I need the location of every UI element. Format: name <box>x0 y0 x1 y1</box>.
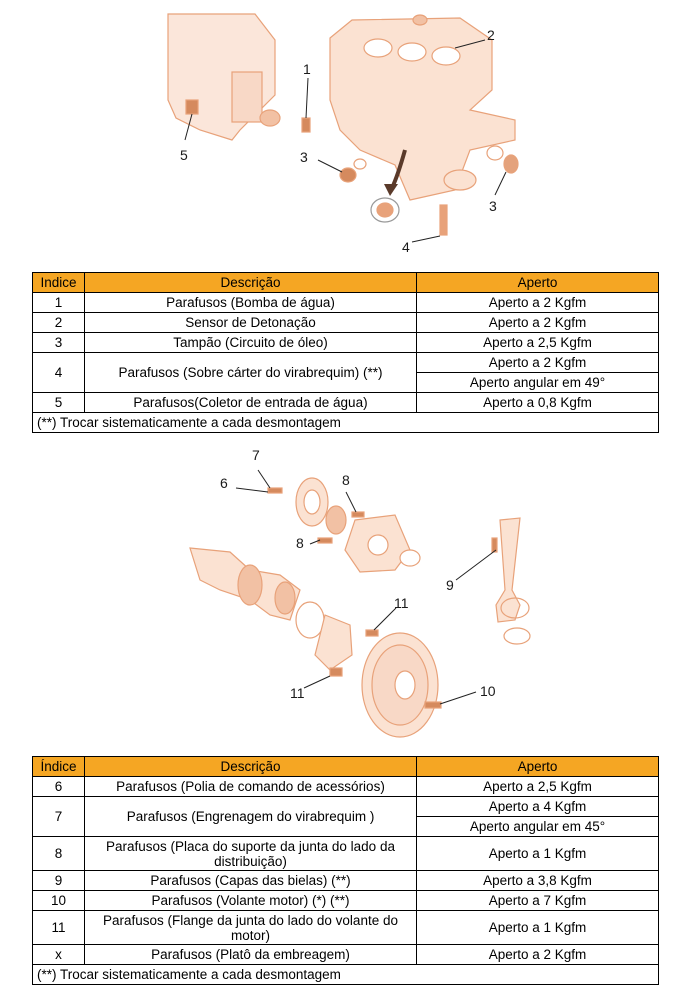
callout-3a: 3 <box>300 149 308 165</box>
row-index: 7 <box>33 797 85 837</box>
row-index: 6 <box>33 777 85 797</box>
table-row <box>33 891 659 911</box>
row-torque: Aperto a 2,5 Kgfm <box>417 333 659 353</box>
torque-table-2 <box>32 756 659 985</box>
table-row <box>33 353 659 373</box>
connecting-rod-illustration <box>496 518 520 622</box>
crankshaft-diagram <box>0 440 697 755</box>
header-torque: Aperto <box>417 757 659 777</box>
engine-block-diagram <box>0 0 697 265</box>
row-torque: Aperto a 2 Kgfm <box>417 353 659 373</box>
row-torque: Aperto a 2 Kgfm <box>417 293 659 313</box>
row-torque: Aperto a 2 Kgfm <box>417 313 659 333</box>
row-description: Parafusos (Capas das bielas) (**) <box>85 871 417 891</box>
callout-3b: 3 <box>489 198 497 214</box>
header-description: Descrição <box>85 757 417 777</box>
row-torque: Aperto a 2,5 Kgfm <box>417 777 659 797</box>
header-torque: Aperto <box>417 273 659 293</box>
row-torque: Aperto a 7 Kgfm <box>417 891 659 911</box>
table-row <box>33 393 659 413</box>
row-description: Sensor de Detonação <box>85 313 417 333</box>
row-description: Parafusos(Coletor de entrada de água) <box>85 393 417 413</box>
row-index: 8 <box>33 837 85 871</box>
row-description: Parafusos (Sobre cárter do virabrequim) (**) <box>85 353 417 393</box>
header-index: Índice <box>33 757 85 777</box>
callout-11a: 11 <box>394 595 409 611</box>
row-torque: Aperto a 1 Kgfm <box>417 837 659 871</box>
table-header-row <box>33 273 659 293</box>
row-torque: Aperto a 0,8 Kgfm <box>417 393 659 413</box>
table-row <box>33 945 659 965</box>
row-description: Parafusos (Bomba de água) <box>85 293 417 313</box>
row-index: 4 <box>33 353 85 393</box>
row-description: Parafusos (Polia de comando de acessórios) <box>85 777 417 797</box>
table-row <box>33 837 659 871</box>
callout-10: 10 <box>480 683 496 699</box>
table-row <box>33 777 659 797</box>
table-row <box>33 293 659 313</box>
row-description: Parafusos (Engrenagem do virabrequim ) <box>85 797 417 837</box>
row-index: x <box>33 945 85 965</box>
table-header-row <box>33 757 659 777</box>
callout-8a: 8 <box>342 472 350 488</box>
row-index: 11 <box>33 911 85 945</box>
row-torque-angular: Aperto angular em 45° <box>417 817 659 837</box>
engine-block-right-illustration <box>330 18 515 200</box>
row-torque-angular: Aperto angular em 49° <box>417 373 659 393</box>
row-description: Parafusos (Placa do suporte da junta do lado da distribuição) <box>85 837 417 871</box>
row-index: 2 <box>33 313 85 333</box>
torque-table-1 <box>32 272 659 433</box>
table-note-row <box>33 413 659 433</box>
row-index: 10 <box>33 891 85 911</box>
table-row <box>33 797 659 817</box>
callout-2: 2 <box>487 27 495 43</box>
callout-4: 4 <box>402 239 410 255</box>
row-description: Parafusos (Platô da embreagem) <box>85 945 417 965</box>
header-description: Descrição <box>85 273 417 293</box>
row-description: Tampão (Circuito de óleo) <box>85 333 417 353</box>
callout-6: 6 <box>220 475 228 491</box>
callout-7: 7 <box>252 447 260 463</box>
row-description: Parafusos (Flange da junta do lado do volante do motor) <box>85 911 417 945</box>
callout-8b: 8 <box>296 535 304 551</box>
callout-5: 5 <box>180 147 188 163</box>
row-index: 9 <box>33 871 85 891</box>
callout-9: 9 <box>446 577 454 593</box>
table-row <box>33 871 659 891</box>
row-index: 1 <box>33 293 85 313</box>
row-torque: Aperto a 1 Kgfm <box>417 911 659 945</box>
table-row <box>33 333 659 353</box>
table-note: (**) Trocar sistematicamente a cada desmontagem <box>33 413 659 433</box>
header-index: Indice <box>33 273 85 293</box>
table-row <box>33 313 659 333</box>
table-note-row <box>33 965 659 985</box>
row-torque: Aperto a 2 Kgfm <box>417 945 659 965</box>
row-torque: Aperto a 3,8 Kgfm <box>417 871 659 891</box>
row-description: Parafusos (Volante motor) (*) (**) <box>85 891 417 911</box>
row-torque: Aperto a 4 Kgfm <box>417 797 659 817</box>
callout-11b: 11 <box>290 685 305 701</box>
table-note: (**) Trocar sistematicamente a cada desmontagem <box>33 965 659 985</box>
row-index: 5 <box>33 393 85 413</box>
row-index: 3 <box>33 333 85 353</box>
table-row <box>33 911 659 945</box>
callout-1: 1 <box>303 61 311 77</box>
